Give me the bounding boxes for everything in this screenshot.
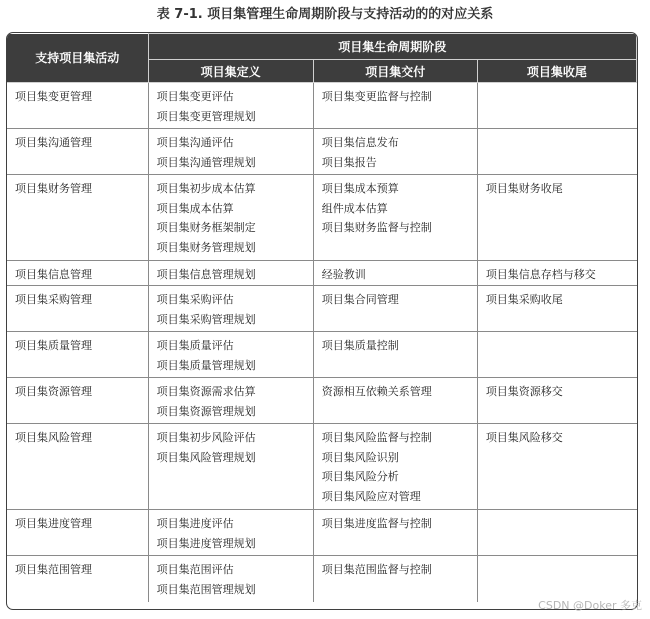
table-row <box>7 556 637 602</box>
table-row <box>7 261 637 286</box>
cell-line: 项目集质量控制 <box>321 339 399 352</box>
cell-definition <box>148 175 313 261</box>
table-row <box>7 175 637 261</box>
cell-line: 项目集信息管理规划 <box>156 268 256 281</box>
cell-line: 项目集变更管理规划 <box>156 109 256 123</box>
cell-definition <box>148 261 313 286</box>
cell-activity: 项目集范围管理 <box>7 556 148 602</box>
cell-activity: 项目集风险管理 <box>7 424 148 510</box>
cell-line: 项目集风险移交 <box>485 431 563 444</box>
cell-definition <box>148 332 313 378</box>
table-caption: 表 7-1. 项目集管理生命周期阶段与支持活动的的对应关系 <box>156 7 494 22</box>
cell-delivery <box>313 424 477 510</box>
cell-activity: 项目集变更管理 <box>7 83 148 129</box>
cell-definition <box>148 378 313 424</box>
cell-line: 项目集进度管理规划 <box>156 536 256 550</box>
table-row <box>7 129 637 175</box>
cell-line: 项目集资源需求估算 <box>156 385 256 398</box>
cell-definition <box>148 510 313 556</box>
table-body <box>7 83 637 602</box>
cell-line: 项目集进度评估 <box>156 517 234 530</box>
cell-line: 组件成本估算 <box>321 201 388 215</box>
cell-closure <box>477 83 636 129</box>
column-header-definition: 项目集定义 <box>148 60 313 83</box>
cell-delivery <box>313 286 477 332</box>
cell-line: 项目集沟通管理规划 <box>156 155 256 169</box>
cell-line: 项目集范围监督与控制 <box>321 563 432 576</box>
column-header-activity: 支持项目集活动 <box>7 34 148 83</box>
table-row <box>7 510 637 556</box>
cell-closure <box>477 378 636 424</box>
cell-line: 项目集变更监督与控制 <box>321 90 432 103</box>
cell-line: 项目集变更评估 <box>156 90 234 103</box>
cell-line: 项目集资源管理规划 <box>156 404 256 418</box>
cell-line: 项目集风险监督与控制 <box>321 431 432 444</box>
table-row <box>7 83 637 129</box>
cell-activity: 项目集沟通管理 <box>7 129 148 175</box>
cell-closure <box>477 175 636 261</box>
cell-line: 项目集范围管理规划 <box>156 582 256 596</box>
cell-activity: 项目集财务管理 <box>7 175 148 261</box>
cell-closure <box>477 510 636 556</box>
cell-line: 项目集风险分析 <box>321 470 399 483</box>
cell-line: 项目集采购收尾 <box>485 293 563 306</box>
cell-activity: 项目集采购管理 <box>7 286 148 332</box>
cell-definition <box>148 129 313 175</box>
cell-delivery <box>313 83 477 129</box>
cell-line: 项目集财务收尾 <box>485 182 563 195</box>
column-header-delivery: 项目集交付 <box>313 60 477 83</box>
cell-delivery <box>313 261 477 286</box>
cell-line: 项目集初步成本估算 <box>156 182 256 195</box>
cell-line: 项目集成本预算 <box>321 182 399 195</box>
cell-activity: 项目集资源管理 <box>7 378 148 424</box>
cell-definition <box>148 556 313 602</box>
cell-delivery <box>313 175 477 261</box>
cell-line: 项目集报告 <box>321 155 377 169</box>
cell-closure <box>477 129 636 175</box>
cell-line: 项目集资源移交 <box>485 385 563 398</box>
cell-delivery <box>313 129 477 175</box>
column-group-header-lifecycle: 项目集生命周期阶段 <box>148 34 636 60</box>
column-header-closure: 项目集收尾 <box>477 60 636 83</box>
cell-line: 项目集财务管理规划 <box>156 240 256 254</box>
cell-line: 项目集初步风险评估 <box>156 431 256 444</box>
cell-activity: 项目集质量管理 <box>7 332 148 378</box>
cell-delivery <box>313 378 477 424</box>
watermark: CSDN @Doker 多克 <box>538 599 642 612</box>
cell-delivery <box>313 510 477 556</box>
cell-definition <box>148 83 313 129</box>
cell-closure <box>477 424 636 510</box>
cell-line: 项目集风险识别 <box>321 450 399 464</box>
cell-line: 项目集质量评估 <box>156 339 234 352</box>
cell-line: 项目集采购评估 <box>156 293 234 306</box>
cell-line: 项目集财务监督与控制 <box>321 221 432 234</box>
cell-definition <box>148 286 313 332</box>
cell-line: 项目集风险管理规划 <box>156 450 256 464</box>
cell-line: 项目集进度监督与控制 <box>321 517 432 530</box>
cell-line: 项目集财务框架制定 <box>156 221 256 234</box>
table-row <box>7 424 637 510</box>
cell-closure <box>477 556 636 602</box>
cell-line: 项目集质量管理规划 <box>156 358 256 372</box>
cell-delivery <box>313 332 477 378</box>
cell-closure <box>477 332 636 378</box>
cell-line: 资源相互依赖关系管理 <box>321 385 432 398</box>
lifecycle-mapping-table <box>7 33 637 602</box>
cell-line: 项目集采购管理规划 <box>156 312 256 326</box>
table-row <box>7 332 637 378</box>
cell-line: 项目集信息存档与移交 <box>485 268 596 281</box>
cell-line: 项目集风险应对管理 <box>321 489 421 503</box>
cell-definition <box>148 424 313 510</box>
table-row <box>7 378 637 424</box>
cell-delivery <box>313 556 477 602</box>
lifecycle-table-frame <box>6 32 638 610</box>
cell-line: 项目集信息发布 <box>321 136 399 149</box>
table-row <box>7 286 637 332</box>
cell-activity: 项目集进度管理 <box>7 510 148 556</box>
cell-closure <box>477 261 636 286</box>
cell-line: 项目集合同管理 <box>321 293 399 306</box>
cell-line: 项目集范围评估 <box>156 563 234 576</box>
cell-closure <box>477 286 636 332</box>
cell-line: 经验教训 <box>321 268 366 281</box>
cell-line: 项目集沟通评估 <box>156 136 234 149</box>
cell-activity: 项目集信息管理 <box>7 261 148 286</box>
cell-line: 项目集成本估算 <box>156 201 234 215</box>
